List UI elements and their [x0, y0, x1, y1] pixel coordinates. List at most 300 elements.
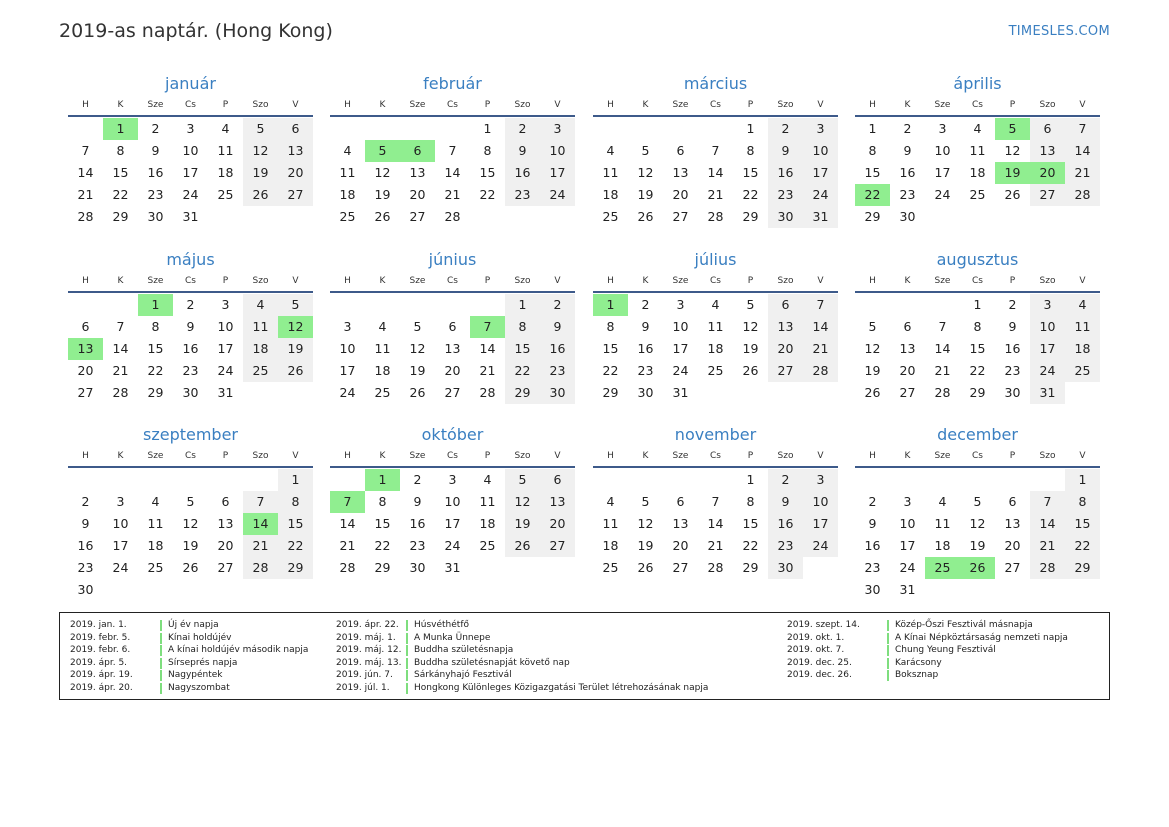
holiday-name: Kínai holdújév [168, 632, 232, 643]
holiday-date: 2019. jún. 7. [336, 670, 393, 681]
day-cell: 30 [899, 209, 916, 224]
weekday-label: H [82, 100, 89, 110]
empty-cell [138, 579, 173, 601]
month-name: április [953, 74, 1002, 93]
weekday-label: H [344, 451, 351, 461]
weekend-day-cell: 20 [768, 338, 803, 360]
weekday-label: Szo [252, 100, 269, 110]
weekend-day-cell: 31 [1030, 382, 1065, 404]
weekday-label: K [904, 100, 911, 110]
empty-cell [628, 469, 663, 491]
weekday-label: K [904, 276, 911, 286]
empty-cell [1030, 469, 1065, 491]
day-cell: 22 [147, 363, 164, 378]
day-cell: 12 [637, 165, 654, 180]
day-cell: 29 [742, 209, 759, 224]
holiday-date: 2019. júl. 1. [336, 682, 390, 693]
holiday-day-cell: 1 [103, 118, 138, 140]
weekday-header [593, 274, 838, 290]
day-cell: 15 [112, 165, 129, 180]
day-cell: 5 [413, 319, 422, 334]
day-cell: 19 [742, 341, 759, 356]
holiday-day-cell: 13 [68, 338, 103, 360]
weekend-day-cell: 7 [243, 491, 278, 513]
day-cell: 2 [81, 494, 90, 509]
weekend-day-cell: 20 [540, 513, 575, 535]
weekday-label: Sze [934, 451, 951, 461]
holiday-name: Boksznap [895, 670, 939, 681]
week-row [593, 184, 838, 206]
day-cell: 29 [147, 385, 164, 400]
holiday-marker [406, 683, 408, 694]
day-cell: 24 [444, 538, 461, 553]
weekday-label: P [1009, 100, 1016, 110]
day-cell: 25 [602, 209, 619, 224]
holiday-marker [406, 645, 408, 656]
legend-row [336, 657, 708, 670]
holiday-name: A Munka Ünnepe [414, 632, 491, 643]
day-cell: 10 [444, 494, 461, 509]
day-cell: 29 [742, 560, 759, 575]
day-cell: 18 [934, 538, 951, 553]
day-cell: 19 [182, 538, 199, 553]
week-row [68, 535, 313, 557]
weekday-label: H [607, 276, 614, 286]
day-cell: 2 [641, 297, 650, 312]
day-cell: 30 [77, 582, 94, 597]
day-cell: 27 [899, 385, 916, 400]
weekend-day-cell: 6 [1030, 118, 1065, 140]
empty-cell [733, 382, 768, 404]
day-cell: 23 [182, 363, 199, 378]
day-cell: 10 [899, 516, 916, 531]
day-cell: 25 [147, 560, 164, 575]
weekend-day-cell: 28 [1065, 184, 1100, 206]
week-row [593, 535, 838, 557]
weekend-day-cell: 27 [540, 535, 575, 557]
holiday-marker [160, 620, 162, 631]
weekday-label: H [344, 100, 351, 110]
day-cell: 4 [711, 297, 720, 312]
month-calendar [855, 425, 1100, 601]
day-cell: 24 [217, 363, 234, 378]
weekday-header [593, 449, 838, 465]
weekday-label: Cs [447, 276, 458, 286]
weekday-label: Sze [409, 451, 426, 461]
empty-cell [103, 469, 138, 491]
month-weeks [330, 118, 575, 228]
week-row [330, 206, 575, 228]
week-row [593, 118, 838, 140]
weekend-day-cell: 26 [505, 535, 540, 557]
empty-cell [593, 469, 628, 491]
empty-cell [400, 118, 435, 140]
day-cell: 9 [81, 516, 90, 531]
weekend-day-cell: 22 [1065, 535, 1100, 557]
weekend-day-cell: 1 [1065, 469, 1100, 491]
month-weeks [68, 294, 313, 404]
day-cell: 21 [112, 363, 129, 378]
empty-cell [365, 118, 400, 140]
day-cell: 1 [868, 121, 877, 136]
week-row [593, 360, 838, 382]
holiday-day-cell: 1 [593, 294, 628, 316]
weekend-day-cell: 3 [803, 469, 838, 491]
weekend-day-cell: 13 [278, 140, 313, 162]
legend-row [787, 632, 1068, 645]
day-cell: 11 [217, 143, 234, 158]
week-row [593, 382, 838, 404]
week-row [855, 382, 1100, 404]
weekday-header [855, 449, 1100, 465]
day-cell: 24 [182, 187, 199, 202]
day-cell: 24 [899, 560, 916, 575]
day-cell: 7 [116, 319, 125, 334]
holiday-day-cell: 19 [995, 162, 1030, 184]
day-cell: 4 [606, 494, 615, 509]
empty-cell [698, 118, 733, 140]
holiday-marker [887, 633, 889, 644]
day-cell: 12 [742, 319, 759, 334]
day-cell: 13 [1004, 516, 1021, 531]
day-cell: 15 [479, 165, 496, 180]
day-cell: 1 [973, 297, 982, 312]
weekend-day-cell: 9 [768, 140, 803, 162]
weekend-day-cell: 9 [505, 140, 540, 162]
empty-cell [505, 557, 540, 579]
day-cell: 7 [81, 143, 90, 158]
week-row [68, 118, 313, 140]
day-cell: 4 [606, 143, 615, 158]
day-cell: 19 [374, 187, 391, 202]
holiday-marker [887, 658, 889, 669]
month-weeks [68, 118, 313, 228]
day-cell: 4 [221, 121, 230, 136]
weekday-label: P [222, 451, 229, 461]
month-name: október [421, 425, 484, 444]
day-cell: 26 [742, 363, 759, 378]
month-weeks [330, 294, 575, 404]
day-cell: 26 [864, 385, 881, 400]
day-cell: 4 [973, 121, 982, 136]
legend-row [70, 644, 308, 657]
weekend-day-cell: 14 [803, 316, 838, 338]
day-cell: 15 [742, 165, 759, 180]
week-row [593, 140, 838, 162]
day-cell: 23 [409, 538, 426, 553]
day-cell: 20 [77, 363, 94, 378]
day-cell: 4 [151, 494, 160, 509]
day-cell: 23 [77, 560, 94, 575]
weekend-day-cell: 7 [1065, 118, 1100, 140]
weekday-label: H [869, 451, 876, 461]
header-rule [330, 291, 575, 293]
day-cell: 12 [409, 341, 426, 356]
day-cell: 18 [969, 165, 986, 180]
weekday-label: P [1009, 276, 1016, 286]
day-cell: 19 [409, 363, 426, 378]
day-cell: 25 [217, 187, 234, 202]
day-cell: 19 [969, 538, 986, 553]
day-cell: 17 [934, 165, 951, 180]
month-calendar [855, 250, 1100, 404]
weekend-day-cell: 29 [1065, 557, 1100, 579]
day-cell: 14 [934, 341, 951, 356]
week-row [593, 338, 838, 360]
day-cell: 14 [444, 165, 461, 180]
weekday-label: Cs [972, 451, 983, 461]
header-rule [330, 466, 575, 468]
week-row [68, 162, 313, 184]
day-cell: 13 [899, 341, 916, 356]
holiday-day-cell: 12 [278, 316, 313, 338]
empty-cell [243, 382, 278, 404]
day-cell: 17 [339, 363, 356, 378]
day-cell: 31 [182, 209, 199, 224]
weekend-day-cell: 26 [278, 360, 313, 382]
day-cell: 22 [479, 187, 496, 202]
weekend-day-cell: 6 [540, 469, 575, 491]
holiday-marker [887, 670, 889, 681]
weekend-day-cell: 6 [278, 118, 313, 140]
weekday-label: P [747, 100, 754, 110]
weekday-label: H [607, 100, 614, 110]
day-cell: 18 [339, 187, 356, 202]
weekend-day-cell: 5 [243, 118, 278, 140]
empty-cell [855, 294, 890, 316]
page-title: 2019-as naptár. (Hong Kong) [59, 20, 333, 42]
week-row [68, 294, 313, 316]
weekday-label: K [117, 100, 124, 110]
day-cell: 19 [864, 363, 881, 378]
holiday-day-cell: 14 [243, 513, 278, 535]
weekend-day-cell: 10 [803, 140, 838, 162]
header-rule [593, 115, 838, 117]
week-row [68, 338, 313, 360]
month-name: december [937, 425, 1018, 444]
week-row [330, 294, 575, 316]
weekend-day-cell: 15 [1065, 513, 1100, 535]
week-row [855, 140, 1100, 162]
weekend-day-cell: 3 [1030, 294, 1065, 316]
weekday-header [593, 98, 838, 114]
empty-cell [768, 382, 803, 404]
legend-row [336, 644, 708, 657]
weekend-day-cell: 9 [540, 316, 575, 338]
weekday-label: V [554, 451, 561, 461]
day-cell: 11 [969, 143, 986, 158]
day-cell: 28 [934, 385, 951, 400]
holiday-name: Nagyszombat [168, 682, 230, 693]
weekend-day-cell: 21 [243, 535, 278, 557]
empty-cell [435, 294, 470, 316]
weekday-label: P [747, 276, 754, 286]
empty-cell [208, 206, 243, 228]
weekday-label: H [869, 100, 876, 110]
day-cell: 7 [711, 143, 720, 158]
day-cell: 24 [672, 363, 689, 378]
day-cell: 29 [374, 560, 391, 575]
day-cell: 18 [479, 516, 496, 531]
weekend-day-cell: 12 [243, 140, 278, 162]
holiday-name: Húsvéthétfő [414, 620, 469, 630]
weekday-header [855, 98, 1100, 114]
day-cell: 26 [1004, 187, 1021, 202]
week-row [68, 184, 313, 206]
week-row [330, 535, 575, 557]
month-name: július [694, 250, 737, 269]
brand-link[interactable]: TIMESLES.COM [1008, 24, 1110, 39]
empty-cell [1030, 206, 1065, 228]
holiday-day-cell: 7 [470, 316, 505, 338]
week-row [68, 360, 313, 382]
week-row [855, 579, 1100, 601]
month-calendar [68, 250, 313, 404]
day-cell: 13 [444, 341, 461, 356]
empty-cell [593, 118, 628, 140]
empty-cell [995, 579, 1030, 601]
weekday-label: V [817, 100, 824, 110]
week-row [330, 360, 575, 382]
weekday-label: V [292, 451, 299, 461]
empty-cell [960, 579, 995, 601]
day-cell: 3 [116, 494, 125, 509]
weekend-day-cell: 28 [803, 360, 838, 382]
day-cell: 23 [147, 187, 164, 202]
weekend-day-cell: 4 [243, 294, 278, 316]
empty-cell [103, 294, 138, 316]
weekday-label: Sze [409, 276, 426, 286]
weekend-day-cell: 29 [278, 557, 313, 579]
empty-cell [400, 294, 435, 316]
empty-cell [330, 294, 365, 316]
day-cell: 16 [182, 341, 199, 356]
empty-cell [278, 579, 313, 601]
legend-row [70, 619, 308, 632]
weekend-day-cell: 6 [768, 294, 803, 316]
month-weeks [855, 294, 1100, 404]
holiday-marker [887, 645, 889, 656]
weekday-label: V [1079, 100, 1086, 110]
day-cell: 10 [112, 516, 129, 531]
day-cell: 2 [151, 121, 160, 136]
weekend-day-cell: 22 [505, 360, 540, 382]
day-cell: 14 [112, 341, 129, 356]
holiday-marker [406, 658, 408, 669]
day-cell: 12 [374, 165, 391, 180]
weekday-label: P [222, 100, 229, 110]
day-cell: 19 [637, 187, 654, 202]
day-cell: 15 [147, 341, 164, 356]
weekend-day-cell: 23 [768, 184, 803, 206]
day-cell: 21 [707, 187, 724, 202]
day-cell: 21 [339, 538, 356, 553]
weekday-label: Sze [672, 451, 689, 461]
empty-cell [925, 579, 960, 601]
day-cell: 6 [448, 319, 457, 334]
weekend-day-cell: 25 [1065, 360, 1100, 382]
month-name: szeptember [142, 425, 238, 444]
holiday-name: Új év napja [168, 620, 219, 630]
week-row [855, 557, 1100, 579]
empty-cell [890, 294, 925, 316]
month-weeks [855, 118, 1100, 228]
weekday-label: K [904, 451, 911, 461]
day-cell: 3 [186, 121, 195, 136]
day-cell: 31 [444, 560, 461, 575]
day-cell: 8 [483, 143, 492, 158]
header-rule [68, 115, 313, 117]
week-row [330, 316, 575, 338]
weekend-day-cell: 9 [768, 491, 803, 513]
day-cell: 16 [637, 341, 654, 356]
legend-column [787, 619, 1068, 682]
empty-cell [243, 206, 278, 228]
weekend-day-cell: 30 [768, 557, 803, 579]
weekend-day-cell: 16 [540, 338, 575, 360]
holiday-name: A Kínai Népköztársaság nemzeti napja [895, 632, 1068, 643]
day-cell: 31 [899, 582, 916, 597]
weekday-label: Szo [777, 451, 794, 461]
weekday-label: K [379, 451, 386, 461]
day-cell: 14 [339, 516, 356, 531]
day-cell: 27 [1004, 560, 1021, 575]
weekday-header [855, 274, 1100, 290]
empty-cell [278, 206, 313, 228]
week-row [68, 579, 313, 601]
day-cell: 10 [217, 319, 234, 334]
day-cell: 27 [217, 560, 234, 575]
day-cell: 26 [637, 560, 654, 575]
day-cell: 24 [112, 560, 129, 575]
holiday-date: 2019. szept. 14. [787, 620, 860, 630]
day-cell: 21 [479, 363, 496, 378]
holiday-date: 2019. ápr. 20. [70, 682, 133, 693]
week-row [68, 140, 313, 162]
week-row [330, 557, 575, 579]
weekend-day-cell: 27 [1030, 184, 1065, 206]
empty-cell [540, 206, 575, 228]
week-row [593, 513, 838, 535]
month-weeks [593, 469, 838, 579]
holiday-name: A kínai holdújév második napja [168, 645, 309, 656]
holiday-day-cell: 1 [365, 469, 400, 491]
month-calendar [68, 74, 313, 228]
day-cell: 9 [413, 494, 422, 509]
day-cell: 6 [903, 319, 912, 334]
weekend-day-cell: 4 [1065, 294, 1100, 316]
holiday-day-cell: 6 [400, 140, 435, 162]
day-cell: 15 [374, 516, 391, 531]
day-cell: 27 [444, 385, 461, 400]
day-cell: 27 [672, 209, 689, 224]
day-cell: 10 [934, 143, 951, 158]
holiday-date: 2019. máj. 13. [336, 657, 402, 668]
day-cell: 11 [374, 341, 391, 356]
month-weeks [68, 469, 313, 601]
day-cell: 21 [77, 187, 94, 202]
day-cell: 29 [864, 209, 881, 224]
weekend-day-cell: 7 [1030, 491, 1065, 513]
holiday-name: Buddha születésnapját követő nap [414, 657, 570, 668]
empty-cell [505, 206, 540, 228]
day-cell: 4 [378, 319, 387, 334]
day-cell: 20 [409, 187, 426, 202]
holiday-day-cell: 22 [855, 184, 890, 206]
day-cell: 25 [479, 538, 496, 553]
day-cell: 28 [707, 209, 724, 224]
weekday-label: Szo [514, 451, 531, 461]
